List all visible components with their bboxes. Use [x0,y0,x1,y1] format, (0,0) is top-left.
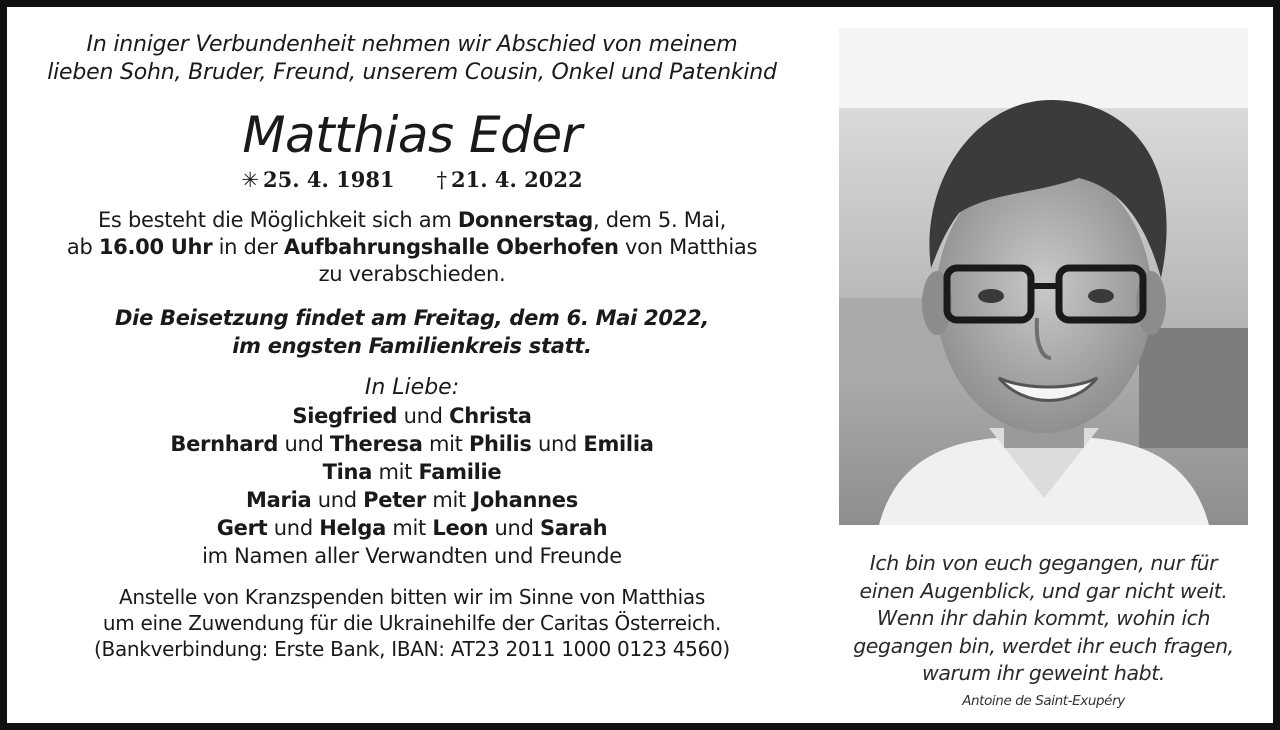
mourner-row [29,402,795,430]
donation-line: um eine Zuwendung für die Ukrainehilfe der Caritas Österreich. [102,611,722,635]
quote-line: gegangen bin, werdet ihr euch fragen, [853,633,1234,658]
mourner-name: Gert [216,516,268,540]
viewing-info [29,207,795,288]
text-run: und [311,488,364,512]
quote-author: Antoine de Saint-Exupéry [962,692,1125,709]
donation-line: (Bankverbindung: Erste Bank, IBAN: AT23 2011 1000 0123 4560) [94,637,730,661]
quote-line: Wenn ihr dahin kommt, wohin ich [876,606,1211,630]
text-run: von Matthias [618,235,758,259]
mourner-name: Familie [418,460,502,484]
mourner-name: Theresa [329,432,423,456]
text-run: und [397,404,450,428]
mourner-name: Emilia [583,432,654,456]
mourners-heading: In Liebe: [364,375,460,400]
life-dates [29,165,795,195]
text-run: mit [425,488,473,512]
text-run: ab [66,235,99,259]
viewing-line [29,234,795,261]
mourner-name: Helga [319,516,386,540]
mourner-name: Bernhard [170,432,279,456]
donation-line: Anstelle von Kranzspenden bitten wir im Sinne von Matthias [119,585,705,609]
text-run: , dem 5. Mai, [592,208,727,232]
viewing-line [29,207,795,234]
death-date: 21. 4. 2022 [451,167,583,192]
portrait-photo [839,28,1248,525]
mourner-row: im Namen aller Verwandten und Freunde [202,544,622,568]
mourner-row [29,514,795,542]
mourner-name: Sarah [539,516,608,540]
donation-notice [29,584,795,662]
quote-line: Ich bin von euch gegangen, nur für [869,551,1218,575]
mourner-name: Philis [468,432,532,456]
mourner-name: Leon [432,516,489,540]
text-run: und [531,432,584,456]
text-run: mit [422,432,469,456]
text-run: und [267,516,320,540]
mourner-name: Maria [246,488,312,512]
mourner-name: Peter [363,488,426,512]
death-cross-icon: † [436,168,448,192]
intro-text [29,31,795,87]
intro-line: lieben Sohn, Bruder, Freund, unserem Cousin, Onkel und Patenkind [47,60,777,85]
mourner-name: Johannes [472,488,578,512]
mourner-name: Siegfried [292,404,398,428]
viewing-time: 16.00 Uhr [98,235,213,259]
text-run: und [278,432,330,456]
burial-line: im engsten Familienkreis statt. [232,334,592,358]
viewing-line: zu verabschieden. [318,262,506,286]
mourner-row [29,430,795,458]
deceased-name: Matthias Eder [242,106,582,164]
text-run: mit [372,460,419,484]
mourners-list [29,402,795,570]
birth-star-icon: ✳ [241,168,260,192]
quote-line: warum ihr geweint habt. [921,661,1166,685]
text-run: mit [385,516,433,540]
quote-line: einen Augenblick, und gar nicht weit. [859,578,1228,603]
burial-line: Die Beisetzung findet am Freitag, dem 6. Mai 2022, [115,306,709,330]
mourner-name: Tina [322,460,373,484]
text-run: und [488,516,540,540]
obituary-text-column [29,31,795,662]
viewing-location: Aufbahrungshalle Oberhofen [283,235,619,259]
portrait-illustration [839,28,1248,525]
mourner-name: Christa [449,404,532,428]
burial-info [29,304,795,360]
mourner-row [29,458,795,486]
text-run: in der [212,235,284,259]
mourner-row [29,486,795,514]
intro-line: In inniger Verbundenheit nehmen wir Abschied von meinem [86,32,738,57]
text-run: Es besteht die Möglichkeit sich am [97,208,458,232]
birth-date: 25. 4. 1981 [263,167,395,192]
memorial-quote [839,550,1248,712]
viewing-day: Donnerstag [457,208,593,232]
